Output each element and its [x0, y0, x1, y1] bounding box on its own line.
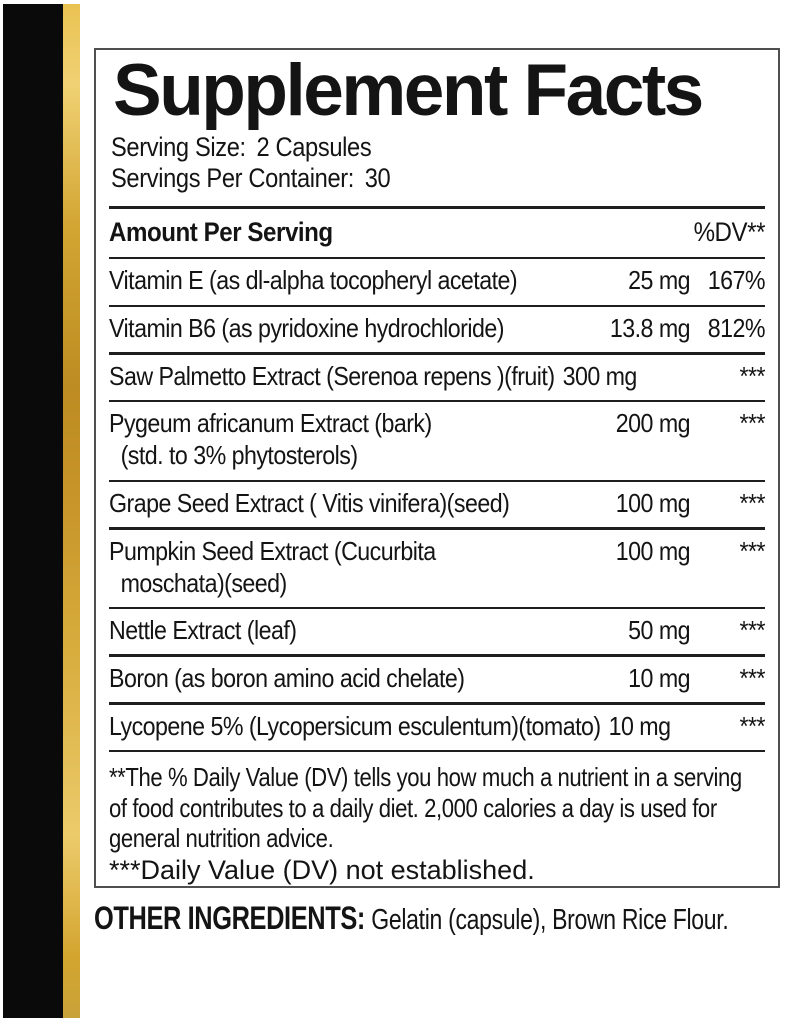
nutrient-amount: 25 mg	[628, 265, 691, 296]
other-ingredients-line	[94, 900, 788, 937]
panel-title: Supplement Facts	[113, 50, 702, 131]
other-ingredients-value: Gelatin (capsule), Brown Rice Flour.	[371, 904, 729, 936]
supplement-facts-panel	[94, 48, 780, 888]
nutrient-amount: 200 mg	[615, 408, 691, 439]
left-black-bar	[3, 4, 63, 1018]
table-row-vitamin-e	[109, 259, 765, 304]
table-row-grape-seed	[109, 482, 765, 527]
table-row-nettle	[109, 609, 765, 654]
nutrient-name: Saw Palmetto Extract (Serenoa repens )(fruit)	[109, 360, 555, 391]
nutrient-dv: ***	[739, 710, 766, 741]
amount-per-serving-header: Amount Per Serving	[109, 216, 333, 247]
table-row-saw-palmetto	[109, 355, 765, 400]
nutrient-amount: 300 mg	[562, 360, 637, 391]
gold-accent-stripe	[63, 4, 80, 1018]
servings-per-container-value: 30	[364, 163, 391, 194]
nutrient-dv: 812%	[707, 313, 766, 344]
nutrient-dv: ***	[739, 615, 766, 646]
table-row-boron	[109, 657, 765, 702]
table-row-vitamin-b6	[109, 307, 765, 352]
nutrient-amount: 10 mg	[628, 662, 691, 693]
nutrient-amount: 10 mg	[608, 710, 671, 741]
other-ingredients-label: OTHER INGREDIENTS:	[94, 900, 365, 936]
daily-value-footnote: **The % Daily Value (DV) tells you how much a nutrient in a serving of food contributes to a daily diet. 2,000 calories a day is used for general nutrition advice.	[109, 762, 742, 853]
table-row-pumpkin-seed	[109, 530, 765, 607]
nutrient-amount: 13.8 mg	[609, 313, 691, 344]
nutrient-name: Lycopene 5% (Lycopersicum esculentum)(tomato)	[109, 710, 601, 741]
nutrient-name: Nettle Extract (leaf)	[109, 615, 297, 646]
nutrient-dv: ***	[739, 408, 766, 439]
nutrient-amount: 100 mg	[615, 535, 691, 566]
nutrient-name: Pygeum africanum Extract (bark)	[109, 408, 432, 439]
nutrient-amount: 100 mg	[615, 488, 691, 518]
nutrient-name-line2: moschata)(seed)	[120, 567, 287, 598]
serving-size-line	[111, 132, 765, 163]
servings-per-container-label: Servings Per Container:	[111, 163, 354, 194]
nutrient-name: Grape Seed Extract ( Vitis vinifera)(seed)	[109, 488, 510, 518]
nutrient-name: Vitamin B6 (as pyridoxine hydrochloride)	[109, 313, 504, 344]
nutrient-amount: 50 mg	[628, 615, 691, 646]
nutrient-dv: 167%	[707, 265, 766, 296]
nutrient-dv: ***	[739, 662, 766, 693]
nutrient-name: Boron (as boron amino acid chelate)	[109, 662, 465, 693]
table-row-pygeum	[109, 402, 765, 479]
nutrient-name: Vitamin E (as dl-alpha tocopheryl acetate)	[109, 265, 518, 296]
serving-info	[111, 132, 765, 194]
nutrient-dv: ***	[739, 488, 766, 518]
footnotes	[109, 752, 765, 887]
serving-size-label: Serving Size:	[111, 132, 246, 163]
nutrient-name-line2: (std. to 3% phytosterols)	[120, 440, 358, 471]
table-header-row	[109, 209, 765, 257]
nutrient-dv: ***	[739, 535, 766, 566]
servings-per-container-line	[111, 163, 765, 194]
serving-size-value: 2 Capsules	[256, 132, 372, 163]
nutrient-name: Pumpkin Seed Extract (Cucurbita	[109, 535, 436, 566]
nutrient-dv: ***	[739, 360, 766, 391]
percent-dv-header: %DV**	[693, 216, 766, 247]
dv-not-established-footnote: ***Daily Value (DV) not established.	[109, 855, 535, 886]
table-row-lycopene	[109, 705, 765, 750]
